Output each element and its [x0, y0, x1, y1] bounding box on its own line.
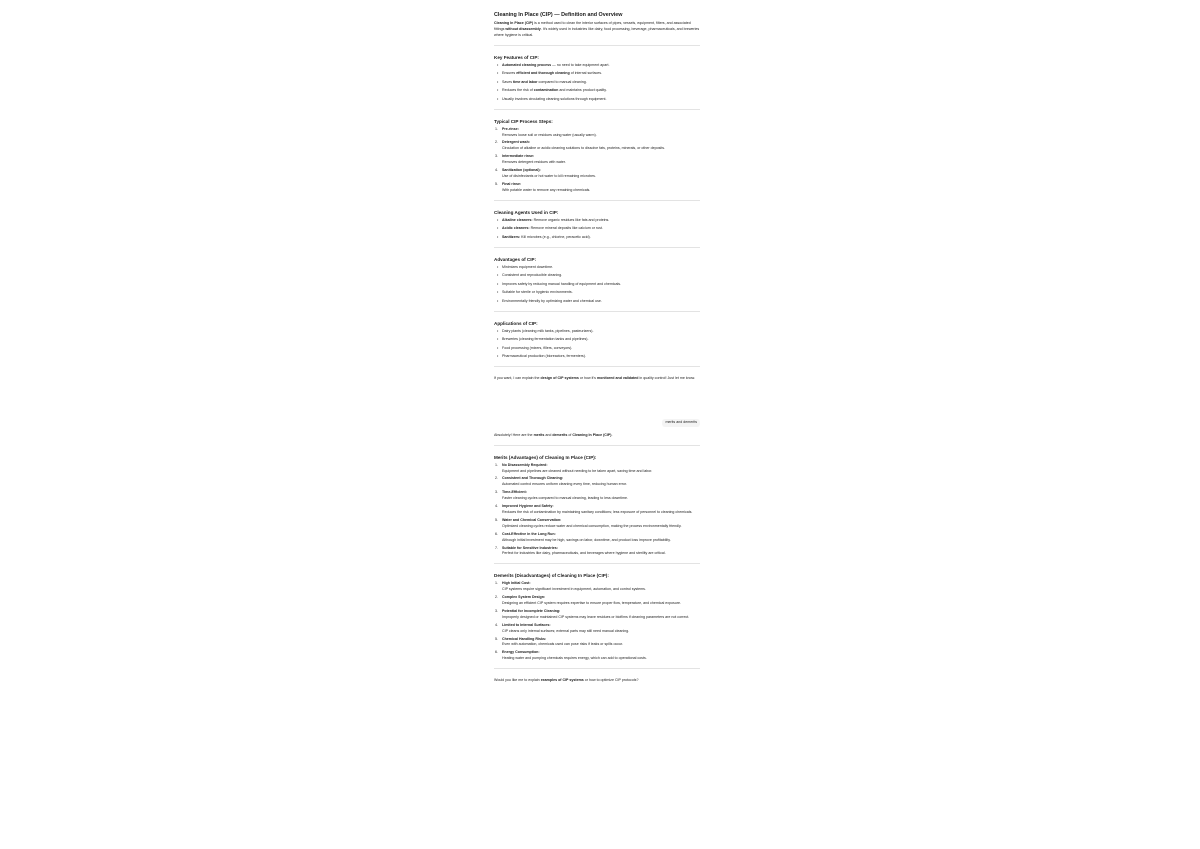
- list-item-bold: Detergent wash:: [502, 140, 530, 145]
- closing-text: If you want, I can explain the: [494, 375, 541, 380]
- intro-bold: demerits: [552, 432, 568, 437]
- list-item-text: CIP cleans only internal surfaces; external parts may still need manual cleaning.: [502, 628, 630, 633]
- advantages-heading: Advantages of CIP:: [494, 256, 537, 262]
- list-item-text: Faster cleaning cycles compared to manual cleaning, leading to less downtime.: [502, 496, 629, 501]
- demerits-list: [494, 581, 700, 662]
- divider: [494, 311, 700, 312]
- divider: [494, 366, 700, 367]
- list-item: [502, 637, 700, 649]
- list-item: [502, 595, 700, 607]
- features-list: [494, 63, 700, 103]
- merits-list: [494, 463, 700, 558]
- list-item-bold: Suitable for Sensitive Industries:: [502, 545, 558, 550]
- list-item-text: of internal surfaces.: [569, 71, 603, 76]
- list-item-bold: Energy Consumption:: [502, 650, 540, 655]
- closing-text: in quality control! Just let me know.: [638, 375, 696, 380]
- list-item-text: and maintains product quality.: [558, 88, 607, 93]
- intro-text: and: [544, 432, 553, 437]
- closing-bold: monitored and validated: [596, 375, 639, 380]
- list-item: • Breweries (cleaning fermentation tanks and pipelines).: [502, 337, 700, 343]
- list-item-text: Equipment and pipelines are cleaned without needing to be taken apart, saving time and labor.: [502, 468, 653, 473]
- intro-text: of: [567, 432, 573, 437]
- list-item: [502, 80, 700, 86]
- merits-heading: Merits (Advantages) of Cleaning In Place (CIP):: [494, 454, 597, 460]
- list-item-text: Saves: [502, 79, 513, 84]
- closing-text: or how it’s: [578, 375, 597, 380]
- list-item: [502, 140, 700, 152]
- intro-text: .: [611, 432, 613, 437]
- agents-heading: Cleaning Agents Used in CIP:: [494, 209, 559, 215]
- list-item: [502, 546, 700, 558]
- list-item: [502, 154, 700, 166]
- list-item: [502, 650, 700, 662]
- divider: [494, 668, 700, 669]
- definition-term: Cleaning In Place (CIP): [494, 21, 534, 25]
- list-item: [502, 235, 700, 241]
- definition-paragraph: [494, 21, 700, 39]
- list-item: • Environmentally friendly by optimizing water and chemical use.: [502, 299, 700, 305]
- closing-bold: design of CIP systems: [540, 375, 579, 380]
- list-item-bold: Cost-Effective in the Long Run:: [502, 531, 556, 536]
- list-item-text: Remove organic residues like fats and proteins.: [532, 217, 610, 222]
- list-item-bold: Sanitizers:: [502, 234, 521, 239]
- agents-list: [494, 218, 700, 241]
- list-item: • Minimizes equipment downtime.: [502, 265, 700, 271]
- list-item: [502, 609, 700, 621]
- list-item: [502, 504, 700, 516]
- list-item-bold: Intermediate rinse:: [502, 154, 535, 159]
- closing-paragraph: [494, 376, 700, 382]
- list-item-bold: Sanitization (optional):: [502, 168, 541, 173]
- definition-text: is a method used to clean the interior surfaces of pipes, vessels, equipment, filters, and associated fittings: [494, 21, 691, 31]
- list-item-bold: Final rinse:: [502, 181, 522, 186]
- list-item-text: Perfect for industries like dairy, pharmaceuticals, and beverages where hygiene and sterility are critical.: [502, 551, 666, 556]
- list-item: [502, 532, 700, 544]
- list-item: [502, 623, 700, 635]
- list-item-bold: Chemical Handling Risks:: [502, 636, 547, 641]
- message-title: Cleaning In Place (CIP) — Definition and Overview: [494, 12, 623, 18]
- list-item: • Improves safety by reducing manual handling of equipment and chemicals.: [502, 282, 700, 288]
- list-item-text: Removes loose soil or residues using water (usually warm).: [502, 132, 597, 137]
- list-item-text: Removes detergent residues with water.: [502, 160, 566, 165]
- list-item-bold: Consistent and Thorough Cleaning:: [502, 476, 564, 481]
- list-item-text: Usually involves circulating cleaning solutions through equipment.: [502, 96, 607, 101]
- list-item-text: Ensures: [502, 71, 517, 76]
- assistant-message-1: [494, 12, 700, 382]
- steps-heading: Typical CIP Process Steps:: [494, 118, 553, 124]
- list-item: [502, 127, 700, 139]
- list-item: [502, 88, 700, 94]
- spacer: [494, 385, 700, 405]
- definition-text-2: . It’s widely used in industries like dairy, food processing, beverage, pharmaceuticals, and breweries where hygiene is critical.: [494, 26, 700, 37]
- list-item-bold: Pre-rinse:: [502, 126, 519, 131]
- closing-bold: examples of CIP systems: [540, 678, 584, 683]
- list-item-text: Kill microbes (e.g., chlorine, peracetic acid).: [520, 234, 591, 239]
- intro-paragraph: [494, 433, 700, 439]
- list-item-bold: No Disassembly Required:: [502, 462, 548, 467]
- list-item: [502, 168, 700, 180]
- list-item: • Dairy plants (cleaning milk tanks, pipelines, pasteurizers).: [502, 329, 700, 335]
- list-item-text: Designing an efficient CIP system requires expertise to ensure proper flow, temperature, and chemical exposure.: [502, 601, 682, 606]
- list-item: [502, 97, 700, 103]
- divider: [494, 200, 700, 201]
- list-item-bold: Limited to Internal Surfaces:: [502, 622, 551, 627]
- list-item-bold: Potential for Incomplete Cleaning:: [502, 608, 561, 613]
- list-item-bold: Water and Chemical Conservation:: [502, 517, 562, 522]
- list-item-bold: Complex System Design:: [502, 595, 546, 600]
- closing-text: Would you like me to explain: [494, 678, 541, 683]
- list-item-bold: Improved Hygiene and Safety:: [502, 504, 554, 509]
- list-item: [502, 463, 700, 475]
- list-item-text: compared to manual cleaning.: [537, 79, 587, 84]
- list-item: • Pharmaceutical production (bioreactors, fermenters).: [502, 354, 700, 360]
- chat-transcript: [494, 12, 700, 687]
- divider: [494, 563, 700, 564]
- steps-list: [494, 127, 700, 194]
- list-item-text: Circulation of alkaline or acidic cleaning solutions to dissolve fats, proteins, minerals, or other deposits.: [502, 146, 665, 151]
- list-item-bold: contamination: [533, 88, 559, 93]
- intro-bold: Cleaning In Place (CIP): [572, 432, 612, 437]
- list-item-text: Optimized cleaning cycles reduce water and chemical consumption, making the process environmentally friendly.: [502, 523, 682, 528]
- list-item: [502, 63, 700, 69]
- list-item: [502, 226, 700, 232]
- list-item-bold: time and labor: [513, 79, 538, 84]
- definition-emphasis: without disassembly: [505, 26, 541, 31]
- list-item-bold: Alkaline cleaners:: [502, 217, 533, 222]
- list-item-text: Although initial investment may be high, savings on labor, downtime, and product loss improve profitability.: [502, 537, 671, 542]
- closing-paragraph-2: [494, 678, 700, 684]
- applications-heading: Applications of CIP:: [494, 320, 538, 326]
- user-message-bubble: merits and demerits: [662, 419, 700, 427]
- list-item: [502, 182, 700, 194]
- features-heading: Key Features of CIP:: [494, 54, 539, 60]
- list-item: [502, 218, 700, 224]
- list-item-bold: High Initial Cost:: [502, 581, 531, 586]
- list-item-text: Reduces the risk of: [502, 88, 534, 93]
- list-item: [502, 476, 700, 488]
- list-item-text: With potable water to remove any remaining chemicals.: [502, 187, 591, 192]
- divider: [494, 247, 700, 248]
- list-item: • Food processing (mixers, fillers, conveyors).: [502, 346, 700, 352]
- list-item: • Suitable for sterile or hygienic environments.: [502, 290, 700, 296]
- demerits-heading: Demerits (Disadvantages) of Cleaning In Place (CIP):: [494, 573, 609, 579]
- list-item: [502, 518, 700, 530]
- list-item-bold: Automated cleaning process: [502, 62, 552, 67]
- list-item-bold: Time-Efficient:: [502, 490, 527, 495]
- list-item: [502, 490, 700, 502]
- user-message: [494, 419, 700, 427]
- list-item-text: Automated control ensures uniform cleaning every time, reducing human error.: [502, 482, 628, 487]
- list-item-text: CIP systems require significant investment in equipment, automation, and control systems.: [502, 587, 646, 592]
- list-item: [502, 71, 700, 77]
- divider: [494, 45, 700, 46]
- divider: [494, 445, 700, 446]
- list-item-text: Remove mineral deposits like calcium or rust.: [529, 226, 603, 231]
- list-item-text: Use of disinfectants or hot water to kill remaining microbes.: [502, 173, 596, 178]
- list-item-text: Even with automation, chemicals used can pose risks if leaks or spills occur.: [502, 642, 624, 647]
- advantages-list: [494, 265, 700, 305]
- list-item: • Consistent and reproducible cleaning.: [502, 273, 700, 279]
- list-item-text: Reduces the risk of contamination by maintaining sanitary conditions; less exposure of personnel to cleaning chemicals.: [502, 509, 693, 514]
- applications-list: [494, 329, 700, 360]
- list-item-text: — no need to take equipment apart.: [551, 62, 610, 67]
- list-item-bold: efficient and thorough cleaning: [516, 71, 570, 76]
- list-item: [502, 581, 700, 593]
- list-item-text: Heating water and pumping chemicals requires energy, which can add to operational costs.: [502, 656, 647, 661]
- closing-text: or how to optimize CIP protocols?: [583, 678, 639, 683]
- intro-text: Absolutely! Here are the: [494, 432, 534, 437]
- divider: [494, 109, 700, 110]
- list-item-bold: Acidic cleaners:: [502, 226, 530, 231]
- assistant-message-2: [494, 433, 700, 684]
- intro-bold: merits: [533, 432, 545, 437]
- list-item-text: Improperly designed or maintained CIP systems may leave residues or biofilms if cleaning parameters are not correct.: [502, 614, 690, 619]
